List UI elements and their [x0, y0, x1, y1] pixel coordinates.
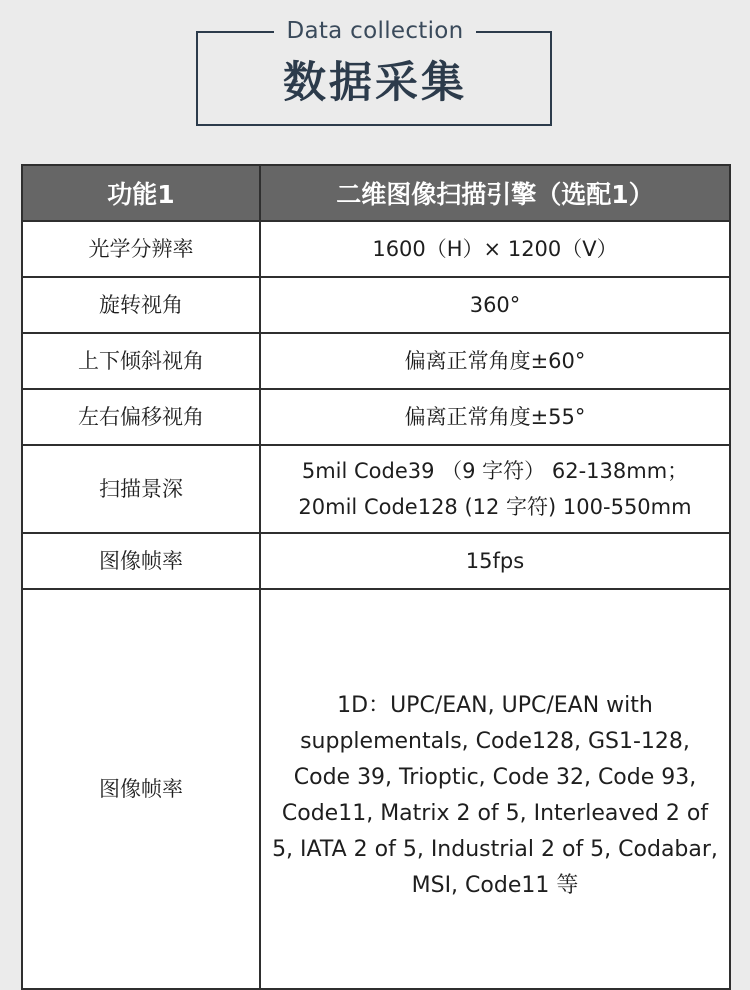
row-value: 偏离正常角度±60°: [260, 333, 730, 389]
row-label: 图像帧率: [22, 533, 260, 589]
table-row: [22, 533, 730, 589]
row-label: 上下倾斜视角: [22, 333, 260, 389]
table-row: [22, 333, 730, 389]
column-header-engine: 二维图像扫描引擎（选配1）: [260, 165, 730, 221]
row-value: 1600（H）× 1200（V）: [260, 221, 730, 277]
table-row: [22, 389, 730, 445]
row-label: 扫描景深: [22, 445, 260, 533]
row-value: 360°: [260, 277, 730, 333]
spec-table: [21, 164, 731, 990]
table-header-row: [22, 165, 730, 221]
row-value-line: 5mil Code39 （9 字符） 62-138mm；: [301, 459, 689, 483]
row-value: 偏离正常角度±55°: [260, 389, 730, 445]
header-subtitle: [0, 17, 750, 45]
row-value: 15fps: [260, 533, 730, 589]
row-label: 旋转视角: [22, 277, 260, 333]
row-value: [260, 445, 730, 533]
row-value-line: 20mil Code128 (12 字符) 100-550mm: [298, 495, 692, 519]
row-label: 左右偏移视角: [22, 389, 260, 445]
table-row: [22, 277, 730, 333]
header-subtitle-text: Data collection: [274, 18, 475, 44]
row-label: 图像帧率: [22, 589, 260, 989]
column-header-function: 功能1: [22, 165, 260, 221]
header-title: 数据采集: [283, 58, 467, 108]
table-row: [22, 221, 730, 277]
table-row: [22, 589, 730, 989]
row-value: [260, 589, 730, 989]
table-row: [22, 445, 730, 533]
row-label: 光学分辨率: [22, 221, 260, 277]
symbology-list: 1D：UPC/EAN, UPC/EAN with supplementals, Code128, GS1-128, Code 39, Trioptic, Code 32, Code 93, Code11, Matrix 2 of 5, Interleaved 2 of 5, IATA 2 of 5, Industrial 2 of 5, Codabar, MSI, Code11 等: [272, 693, 718, 898]
